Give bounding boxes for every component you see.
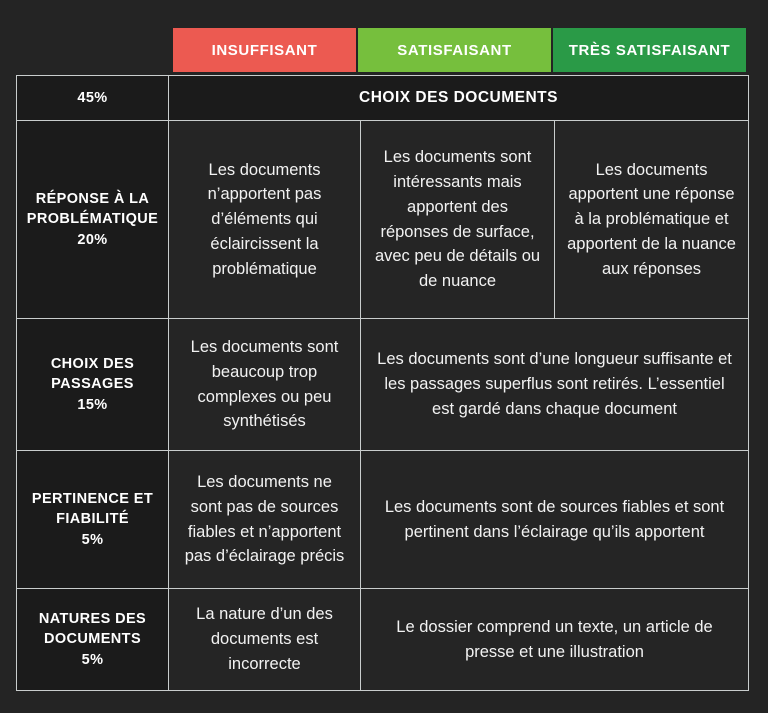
cell-insuffisant: Les documents ne sont pas de sources fiables et n’apportent pas d’éclairage précis: [169, 451, 361, 589]
cell-satisfaisant: Les documents sont intéressants mais apportent des réponses de surface, avec peu de détails ou de nuance: [361, 121, 555, 319]
cell-satisfaisant-merged: Le dossier comprend un texte, un article de presse et une illustration: [361, 589, 749, 691]
criterion-name: CHOIX DES PASSAGES: [50, 355, 135, 393]
criterion-weight: 20%: [77, 231, 108, 248]
section-title: CHOIX DES DOCUMENTS: [169, 76, 749, 121]
criterion-weight: 5%: [81, 531, 104, 548]
criterion-name: PERTINENCE ET FIABILITÉ: [31, 490, 154, 528]
cell-satisfaisant-merged: Les documents sont d’une longueur suffisante et les passages superflus sont retirés. L’essentiel est gardé dans chaque document: [361, 319, 749, 451]
criterion-label: [17, 589, 169, 691]
rubric-table: [16, 75, 749, 691]
header-level-tres-satisfaisant: TRÈS SATISFAISANT: [553, 28, 746, 72]
table-row: [17, 121, 749, 319]
cell-insuffisant: La nature d’un des documents est incorrecte: [169, 589, 361, 691]
criterion-name: RÉPONSE À LA PROBLÉMATIQUE: [26, 190, 159, 228]
table-row-section: [17, 76, 749, 121]
criterion-weight: 5%: [81, 651, 104, 668]
table-row: [17, 451, 749, 589]
criterion-name: NATURES DES DOCUMENTS: [38, 610, 147, 648]
table-row: [17, 589, 749, 691]
header-level-insuffisant: INSUFFISANT: [173, 28, 356, 72]
header-level-satisfaisant: SATISFAISANT: [358, 28, 551, 72]
cell-insuffisant: Les documents sont beaucoup trop complexes ou peu synthétisés: [169, 319, 361, 451]
criterion-label: [17, 451, 169, 589]
cell-satisfaisant-merged: Les documents sont de sources fiables et sont pertinent dans l’éclairage qu’ils apportent: [361, 451, 749, 589]
criterion-label: [17, 121, 169, 319]
rubric-header-row: [173, 28, 748, 72]
cell-insuffisant: Les documents n’apportent pas d’éléments qui éclaircissent la problématique: [169, 121, 361, 319]
cell-tres-satisfaisant: Les documents apportent une réponse à la problématique et apportent de la nuance aux réponses: [555, 121, 749, 319]
table-row: [17, 319, 749, 451]
section-weight: 45%: [17, 76, 169, 121]
criterion-label: [17, 319, 169, 451]
criterion-weight: 15%: [77, 396, 108, 413]
